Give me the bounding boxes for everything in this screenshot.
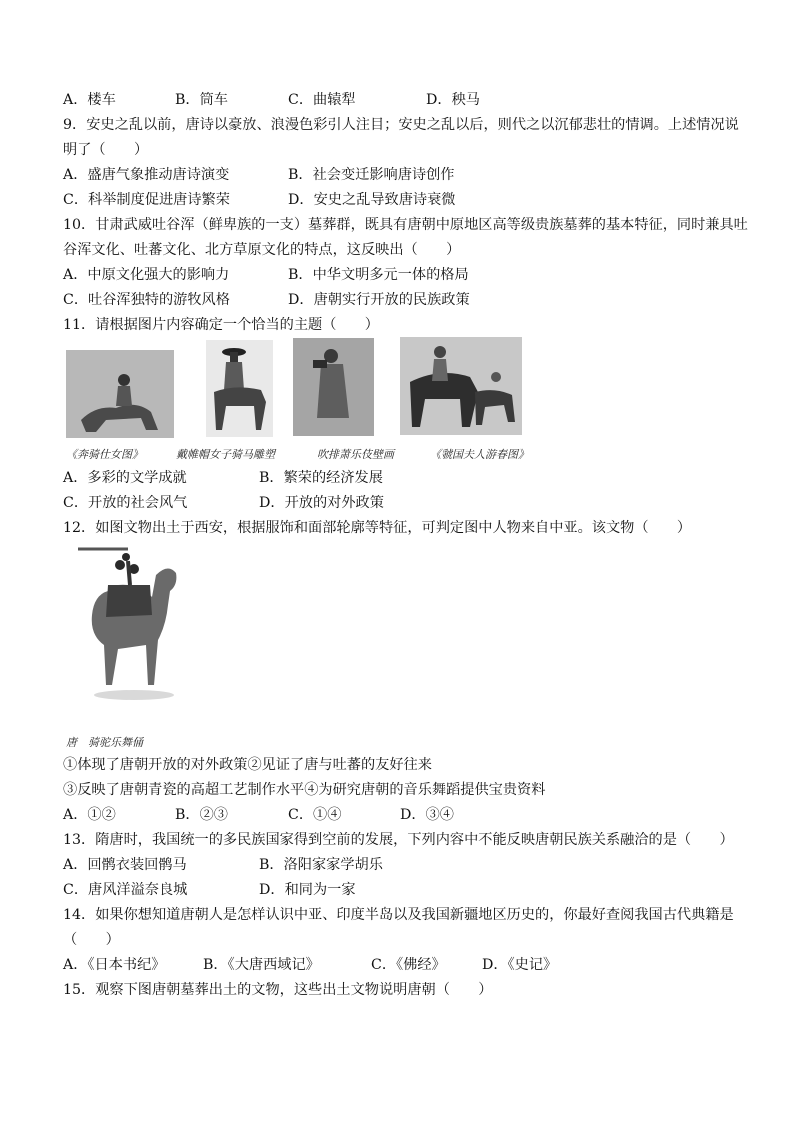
veiled-hat-rider-sculpture-image: [206, 340, 273, 437]
caption-galloping-ladies: 《奔骑仕女图》: [66, 448, 143, 461]
q10-option-d: D．唐朝实行开放的民族政策: [288, 292, 470, 308]
q10-option-b: B．中华文明多元一体的格局: [288, 267, 469, 283]
q9-option-c: C．科举制度促进唐诗繁荣: [63, 192, 230, 208]
q12-option-a: A．①②: [63, 807, 116, 823]
q9-option-b: B．社会变迁影响唐诗创作: [288, 167, 455, 183]
q12-statement-3-4: ③反映了唐朝青瓷的高超工艺制作水平④为研究唐朝的音乐舞蹈提供宝贵资料: [63, 782, 546, 798]
q12-option-c: C．①④: [288, 807, 342, 823]
q11-option-a: A．多彩的文学成就: [63, 470, 187, 486]
q10-option-c: C．吐谷浑独特的游牧风格: [63, 292, 230, 308]
q11-option-d: D．开放的对外政策: [259, 495, 384, 511]
q15-stem: 15．观察下图唐朝墓葬出土的文物，这些出土文物说明唐朝（ ）: [63, 982, 493, 998]
q8-option-b: B．筒车: [175, 92, 228, 108]
q11-stem: 11．请根据图片内容确定一个恰当的主题（ ）: [63, 317, 379, 333]
q9-stem-line2: 明了（ ）: [63, 142, 149, 158]
q9-option-d: D．安史之乱导致唐诗衰微: [288, 192, 456, 208]
q14-option-b: B．《大唐西域记》: [203, 957, 320, 973]
q12-statement-1-2: ①体现了唐朝开放的对外政策②见证了唐与吐蕃的友好往来: [63, 757, 432, 773]
q11-option-b: B．繁荣的经济发展: [259, 470, 383, 486]
caption-panpipe-musician: 吹排萧乐伎壁画: [317, 448, 394, 461]
q14-stem-line2: （ ）: [63, 932, 120, 948]
q13-option-b: B．洛阳家家学胡乐: [259, 857, 383, 873]
lady-guoguo-spring-outing-image: [400, 337, 522, 435]
caption-lady-guoguo: 《虢国夫人游春图》: [430, 448, 529, 461]
q8-option-d: D．秧马: [426, 92, 480, 108]
q9-stem-line1: 9．安史之乱以前，唐诗以豪放、浪漫色彩引人注目；安史之乱以后，则代之以沉郁悲壮的情调。上述情况说: [63, 117, 739, 133]
q10-stem-line2: 谷浑文化、吐蕃文化、北方草原文化的特点，这反映出（ ）: [63, 242, 461, 258]
q12-stem: 12．如图文物出土于西安，根据服饰和面部轮廓等特征，可判定图中人物来自中亚。该文物（ ）: [63, 520, 692, 536]
camel-musicians-figurine-image: [68, 545, 200, 710]
q8-option-c: C．曲辕犁: [288, 92, 356, 108]
q14-stem-line1: 14．如果你想知道唐朝人是怎样认识中亚、印度半岛以及我国新疆地区历史的，你最好查阅我国古代典籍是: [63, 907, 734, 923]
q14-option-c: C．《佛经》: [371, 957, 446, 973]
q10-option-a: A．中原文化强大的影响力: [63, 267, 230, 283]
q13-option-d: D．和同为一家: [259, 882, 356, 898]
q10-stem-line1: 10．甘肃武威吐谷浑（鲜卑族的一支）墓葬群，既具有唐朝中原地区高等级贵族墓葬的基本特征，同时兼具吐: [63, 217, 748, 233]
q12-option-d: D．③④: [400, 807, 454, 823]
q9-option-a: A．盛唐气象推动唐诗演变: [63, 167, 230, 183]
q14-option-a: A．《日本书纪》: [63, 957, 166, 973]
q13-stem: 13．隋唐时，我国统一的多民族国家得到空前的发展，下列内容中不能反映唐朝民族关系融洽的是（ ）: [63, 832, 734, 848]
q8-option-a: A．楼车: [63, 92, 116, 108]
q12-option-b: B．②③: [175, 807, 228, 823]
q14-option-d: D．《史记》: [482, 957, 558, 973]
panpipe-musician-mural-image: [293, 338, 374, 436]
q13-option-c: C．唐风洋溢奈良城: [63, 882, 188, 898]
q13-option-a: A．回鹘衣装回鹘马: [63, 857, 187, 873]
painting-galloping-ladies-image: [66, 350, 174, 438]
q11-option-c: C．开放的社会风气: [63, 495, 188, 511]
caption-camel-musicians: 唐 骑驼乐舞俑: [66, 736, 143, 749]
caption-veiled-hat-rider: 戴帷帽女子骑马雕塑: [176, 448, 275, 461]
